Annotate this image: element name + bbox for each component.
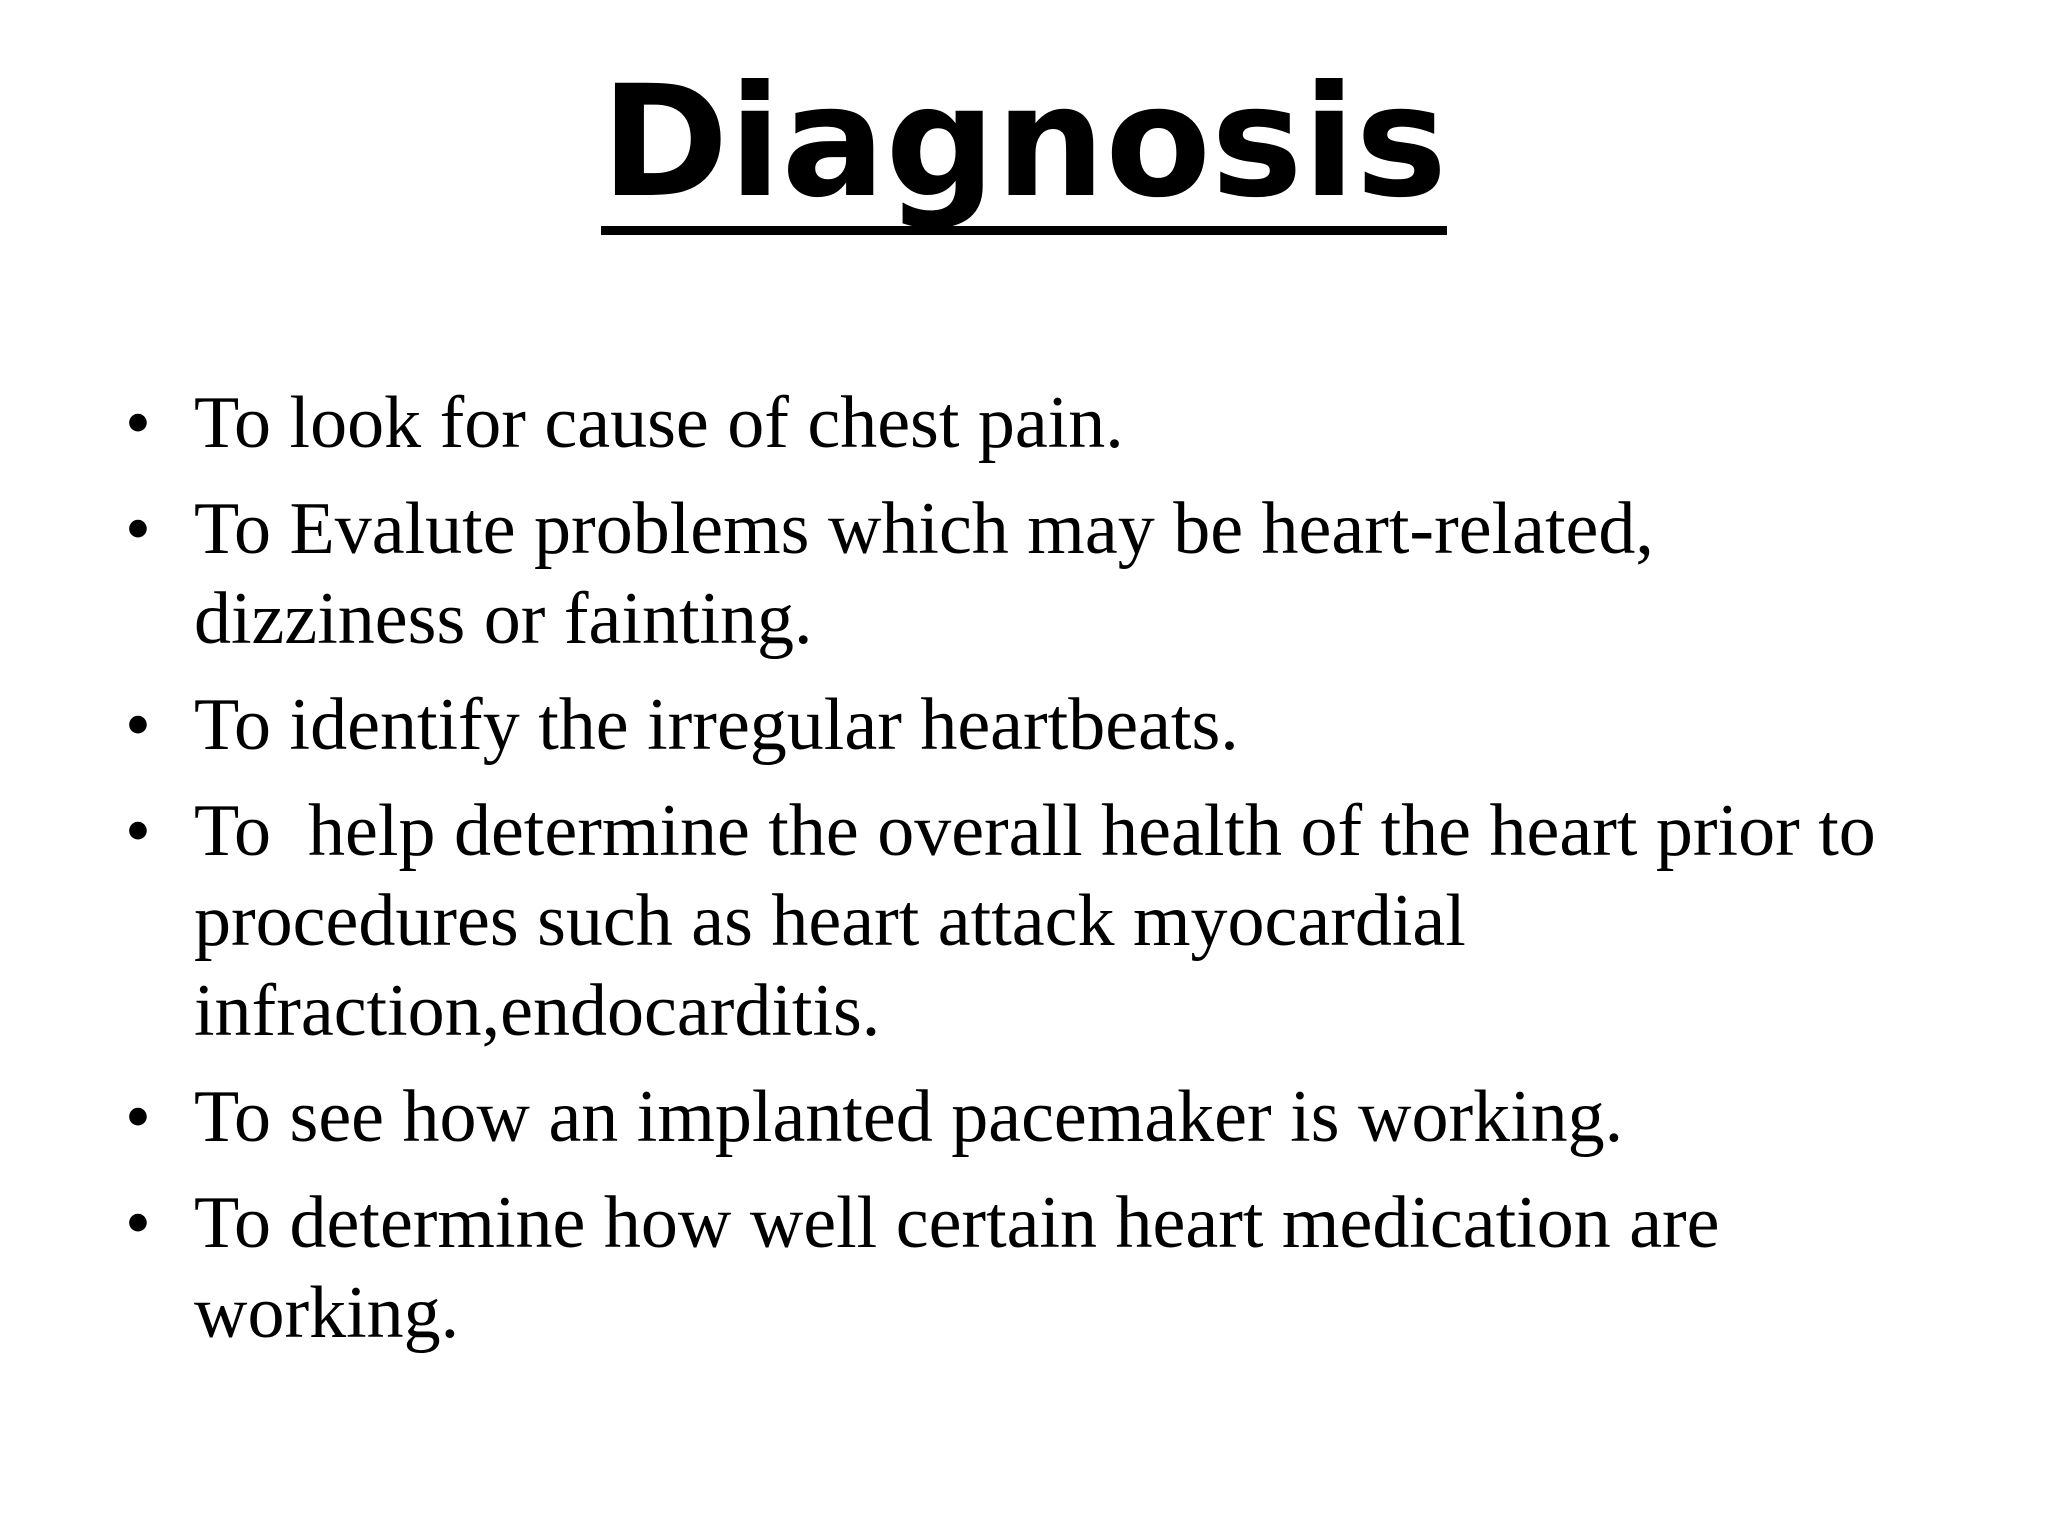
bullet-item — [118, 378, 1998, 468]
slide-title-text: Diagnosis — [601, 64, 1447, 235]
bullet-icon: • — [125, 488, 151, 570]
bullet-icon: • — [125, 1182, 151, 1264]
bullet-list — [118, 378, 1998, 1374]
bullet-text: To see how an implanted pacemaker is working. — [194, 1076, 1624, 1158]
bullet-text: To determine how well certain heart medication are working. — [194, 1182, 1720, 1354]
bullet-icon: • — [125, 382, 151, 464]
bullet-text: To identify the irregular heartbeats. — [194, 684, 1239, 766]
bullet-item — [118, 484, 1854, 664]
bullet-text: To help determine the overall health of the heart prior to procedures such as heart attack myocardial infraction,endocarditis. — [194, 790, 1895, 1052]
bullet-item — [118, 680, 1998, 770]
bullet-icon: • — [125, 684, 151, 766]
slide-title — [0, 48, 2048, 238]
bullet-item — [118, 786, 1998, 1056]
bullet-item — [118, 1178, 1914, 1358]
bullet-item — [118, 1072, 1998, 1162]
bullet-text: To Evalute problems which may be heart-related, dizziness or fainting. — [194, 488, 1654, 660]
bullet-icon: • — [125, 1076, 151, 1158]
bullet-icon: • — [125, 790, 151, 872]
bullet-text: To look for cause of chest pain. — [194, 382, 1124, 464]
